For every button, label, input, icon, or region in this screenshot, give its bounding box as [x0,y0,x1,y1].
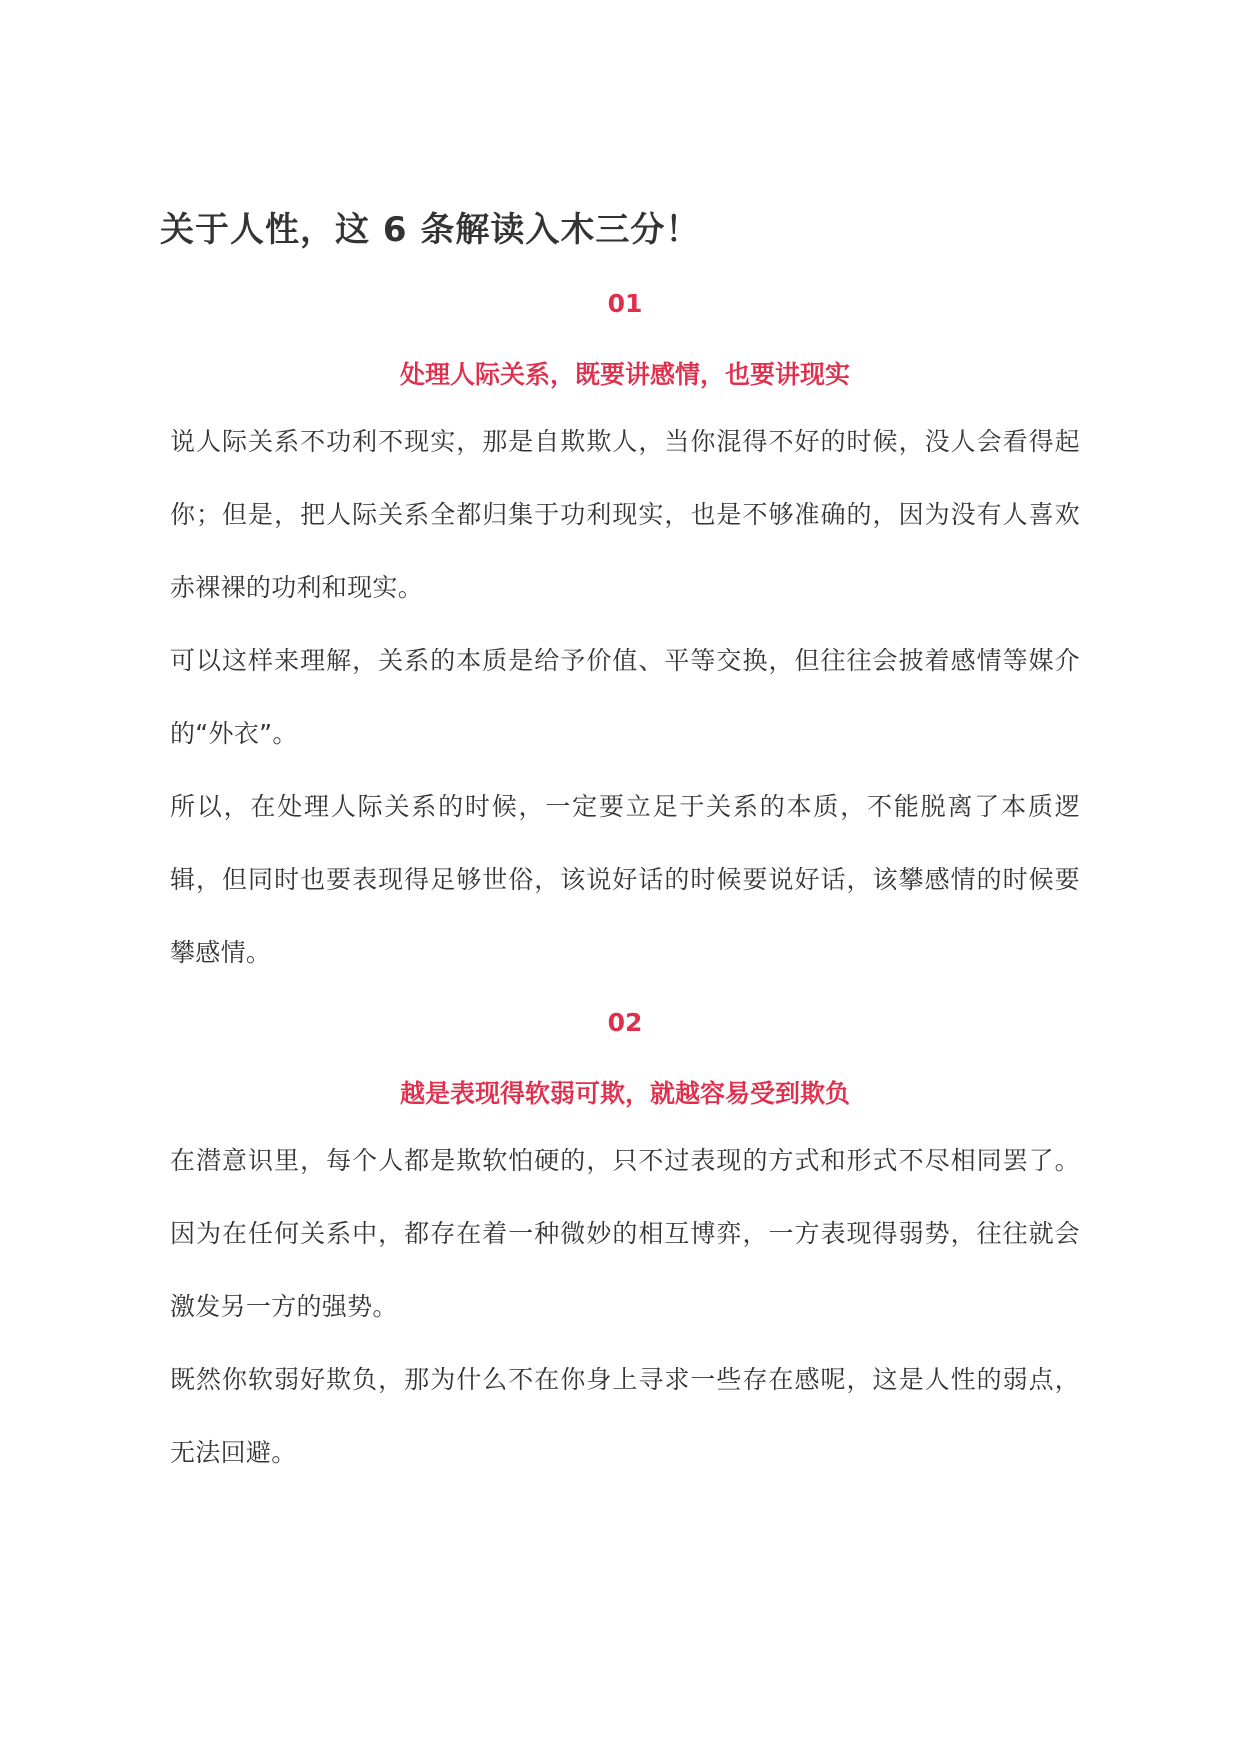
section-number: 02 [607,1008,643,1037]
section-02 [170,1005,1080,1489]
paragraph: 可以这样来理解，关系的本质是给予价值、平等交换，但往往会披着感情等媒介的“外衣”。 [170,646,1080,748]
paragraph: 说人际关系不功利不现实，那是自欺欺人，当你混得不好的时候，没人会看得起你；但是，把人际关系全都归集于功利现实，也是不够准确的，因为没有人喜欢赤裸裸的功利和现实。 [170,427,1080,602]
page-title: 关于人性，这 6 条解读入木三分！ [160,210,701,250]
paragraph: 既然你软弱好欺负，那为什么不在你身上寻求一些存在感呢，这是人性的弱点，无法回避。 [170,1365,1080,1467]
section-heading: 越是表现得软弱可欺，就越容易受到欺负 [399,1079,850,1108]
paragraph: 所以，在处理人际关系的时候，一定要立足于关系的本质，不能脱离了本质逻辑，但同时也要表现得足够世俗，该说好话的时候要说好话，该攀感情的时候要攀感情。 [170,792,1080,967]
section-number: 01 [607,289,643,318]
section-01 [170,286,1080,989]
section-heading: 处理人际关系，既要讲感情，也要讲现实 [399,360,850,389]
paragraph: 在潜意识里，每个人都是欺软怕硬的，只不过表现的方式和形式不尽相同罢了。因为在任何关系中，都存在着一种微妙的相互博弈，一方表现得弱势，往往就会激发另一方的强势。 [170,1146,1080,1321]
